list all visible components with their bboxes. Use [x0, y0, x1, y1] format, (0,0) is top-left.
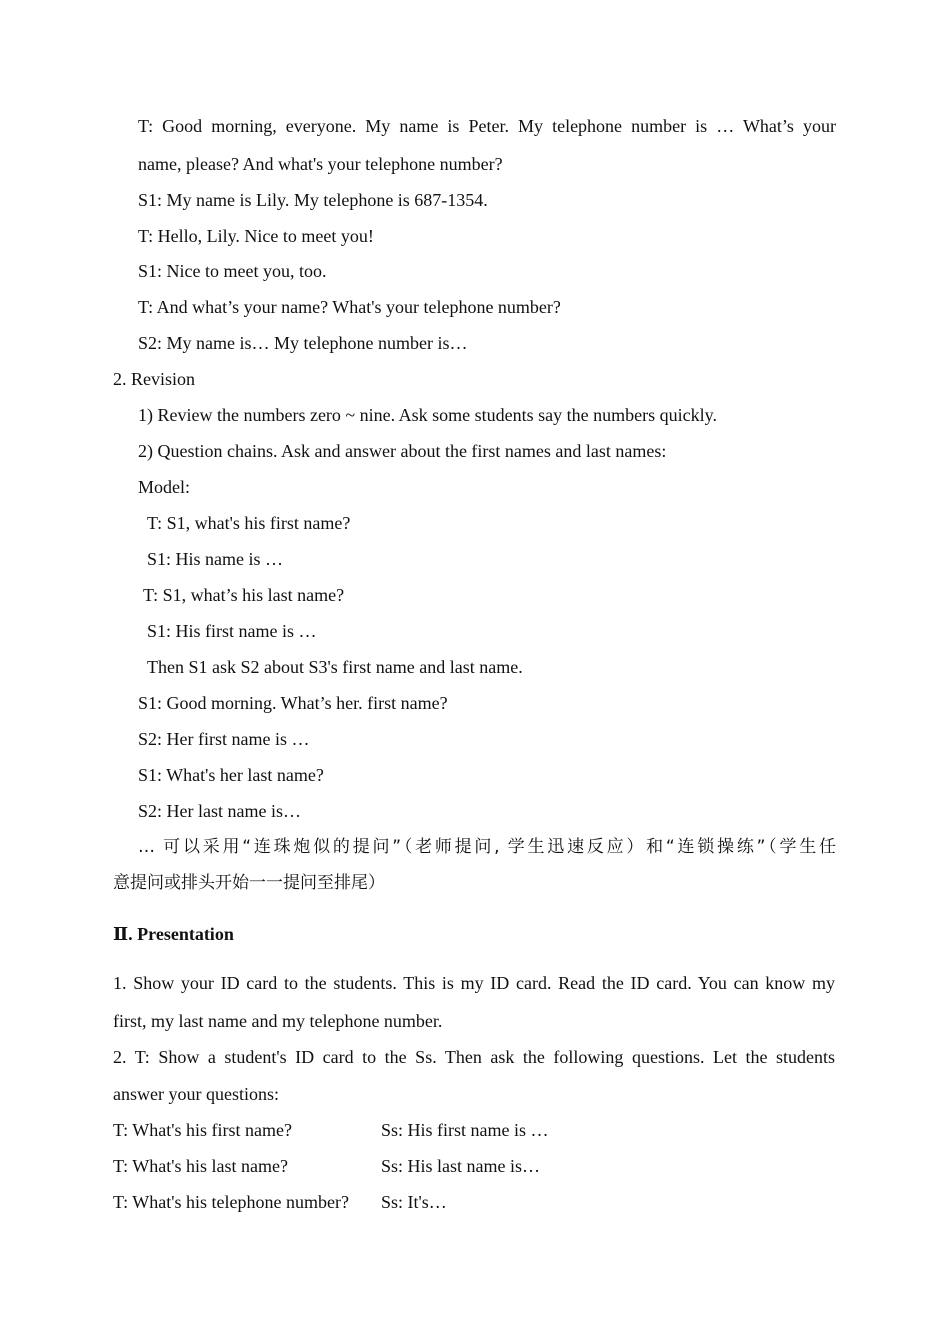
chain-line: S2: Her first name is …	[138, 729, 310, 749]
model-line: T: S1, what’s his last name?	[143, 585, 345, 605]
model-label: Model:	[138, 477, 190, 497]
s2-reply: S2: My name is… My telephone number is…	[138, 333, 468, 353]
teacher-hello: T: Hello, Lily. Nice to meet you!	[138, 226, 374, 246]
presentation-heading: Ⅱ. Presentation	[113, 924, 234, 944]
model-line: Then S1 ask S2 about S3's first name and last name.	[147, 657, 523, 677]
qa-question: T: What's his last name?	[113, 1156, 288, 1176]
model-line: S1: His name is …	[147, 549, 284, 569]
model-line: T: S1, what's his first name?	[147, 513, 351, 533]
chinese-note-line1: … 可以采用“连珠炮似的提问”（老师提问, 学生迅速反应）和“连锁操练”（学生任	[138, 837, 836, 857]
teacher-ask: T: And what’s your name? What's your telephone number?	[138, 297, 561, 317]
revision-item-2: 2) Question chains. Ask and answer about the first names and last names:	[138, 441, 667, 461]
chain-line: S1: Good morning. What’s her. first name?	[138, 693, 448, 713]
teacher-greeting-line2: name, please? And what's your telephone number?	[138, 154, 503, 174]
qa-question: T: What's his telephone number?	[113, 1192, 349, 1212]
model-line: S1: His first name is …	[147, 621, 317, 641]
presentation-p1-line1: 1. Show your ID card to the students. This is my ID card. Read the ID card. You can know my	[113, 973, 835, 993]
s1-intro: S1: My name is Lily. My telephone is 687-1354.	[138, 190, 488, 210]
qa-answer: Ss: It's…	[381, 1192, 447, 1212]
chain-line: S1: What's her last name?	[138, 765, 324, 785]
qa-answer: Ss: His first name is …	[381, 1120, 549, 1140]
revision-item-1: 1) Review the numbers zero ~ nine. Ask some students say the numbers quickly.	[138, 405, 717, 425]
chinese-note-line2: 意提问或排头开始一一提问至排尾）	[113, 873, 385, 893]
teacher-greeting-line1: T: Good morning, everyone. My name is Peter. My telephone number is … What’s your	[138, 116, 836, 136]
s1-reply: S1: Nice to meet you, too.	[138, 261, 327, 281]
qa-question: T: What's his first name?	[113, 1120, 292, 1140]
revision-heading: 2. Revision	[113, 369, 196, 389]
presentation-p2-line1: 2. T: Show a student's ID card to the Ss. Then ask the following questions. Let the students	[113, 1047, 835, 1067]
chain-line: S2: Her last name is…	[138, 801, 301, 821]
presentation-p2-line2: answer your questions:	[113, 1084, 279, 1104]
presentation-p1-line2: first, my last name and my telephone number.	[113, 1011, 443, 1031]
qa-answer: Ss: His last name is…	[381, 1156, 541, 1176]
